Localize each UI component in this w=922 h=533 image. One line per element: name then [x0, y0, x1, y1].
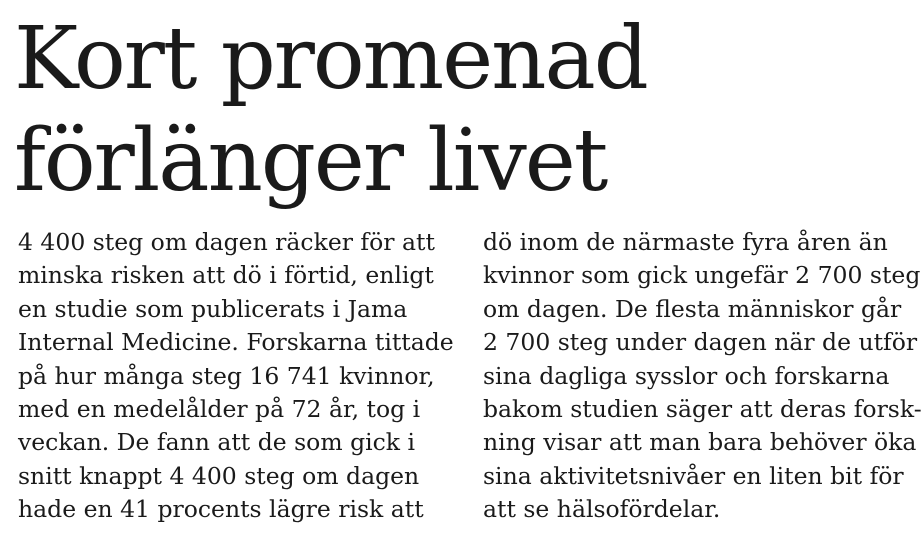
body-line: sina aktivitetsnivåer en liten bit för — [483, 461, 904, 490]
headline-line-2: förlänger livet — [14, 111, 607, 211]
body-line: Internal Medicine. Forskarna tittade — [18, 328, 454, 357]
headline-line-1: Kort promenad — [14, 9, 647, 109]
body-line: minska risken att dö i förtid, enligt — [18, 261, 434, 290]
body-line: om dagen. De flesta människor går — [483, 294, 902, 323]
body-line: 2 700 steg under dagen när de utför — [483, 328, 918, 357]
body-line: ning visar att man bara behöver öka — [483, 428, 917, 457]
body-line: bakom studien säger att deras forsk- — [483, 395, 922, 424]
body-line: hade en 41 procents lägre risk att — [18, 495, 424, 524]
body-column-right — [483, 226, 922, 527]
body-line: att se hälsofördelar. — [483, 495, 721, 524]
body-line: snitt knappt 4 400 steg om dagen — [18, 461, 420, 490]
body-line: på hur många steg 16 741 kvinnor, — [18, 361, 435, 390]
body-line: 4 400 steg om dagen räcker för att — [18, 228, 435, 256]
body-line: veckan. De fann att de som gick i — [18, 428, 416, 457]
body-line: med en medelålder på 72 år, tog i — [18, 395, 421, 424]
body-line: sina dagliga sysslor och forskarna — [483, 361, 890, 390]
headline — [14, 8, 647, 212]
body-line: dö inom de närmaste fyra åren än — [483, 228, 888, 256]
body-line: kvinnor som gick ungefär 2 700 steg — [483, 261, 921, 290]
body-line: en studie som publicerats i Jama — [18, 294, 408, 323]
body-column-left — [18, 226, 454, 527]
